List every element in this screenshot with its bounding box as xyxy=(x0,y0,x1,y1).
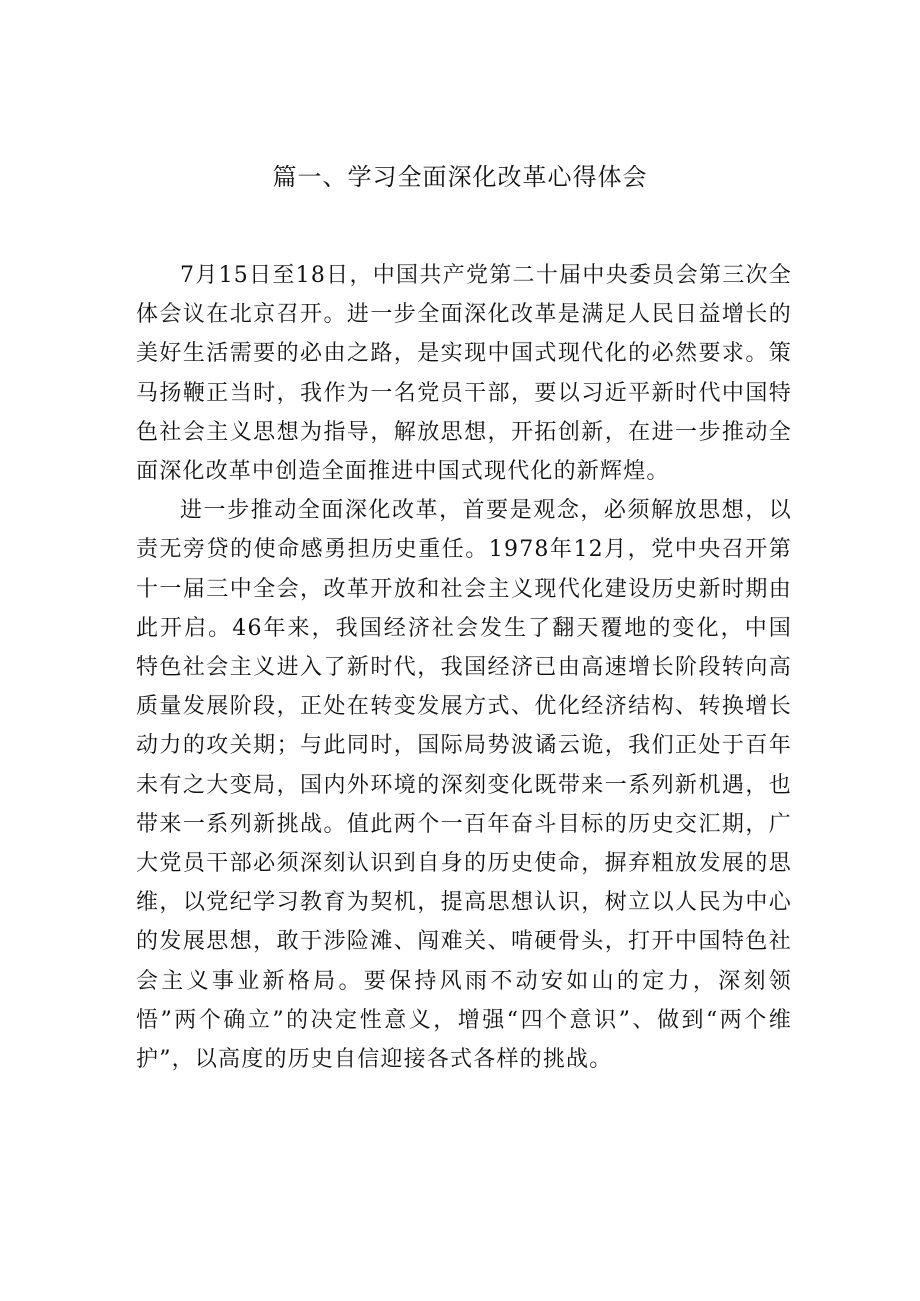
document-body xyxy=(136,256,792,1079)
paragraph-2: 进一步推动全面深化改革，首要是观念，必须解放思想，以责无旁贷的使命感勇担历史重任。1978年12月，党中央召开第十一届三中全会，改革开放和社会主义现代化建设历史新时期由此开启。46年来，我国经济社会发生了翻天覆地的变化，中国特色社会主义进入了新时代，我国经济已由高速增长阶段转向高质量发展阶段，正处在转变发展方式、优化经济结构、转换增长动力的攻关期；与此同时，国际局势波谲云诡，我们正处于百年未有之大变局，国内外环境的深刻变化既带来一系列新机遇，也带来一系列新挑战。值此两个一百年奋斗目标的历史交汇期，广大党员干部必须深刻认识到自身的历史使命，摒弃粗放发展的思维，以党纪学习教育为契机，提高思想认识，树立以人民为中心的发展思想，敢于涉险滩、闯难关、啃硬骨头，打开中国特色社会主义事业新格局。要保持风雨不动安如山的定力，深刻领悟”两个确立”的决定性意义，增强“四个意识”、做到“两个维护”，以高度的历史自信迎接各式各样的挑战。 xyxy=(136,498,792,1073)
document-title: 篇一、学习全面深化改革心得体会 xyxy=(272,163,648,191)
paragraph-1: 7月15日至18日，中国共产党第二十届中央委员会第三次全体会议在北京召开。进一步全面深化改革是满足人民日益增长的美好生活需要的必由之路，是实现中国式现代化的必然要求。策马扬鞭正当时，我作为一名党员干部，要以习近平新时代中国特色社会主义思想为指导，解放思想，开拓创新，在进一步推动全面深化改革中创造全面推进中国式现代化的新辉煌。 xyxy=(136,263,792,485)
